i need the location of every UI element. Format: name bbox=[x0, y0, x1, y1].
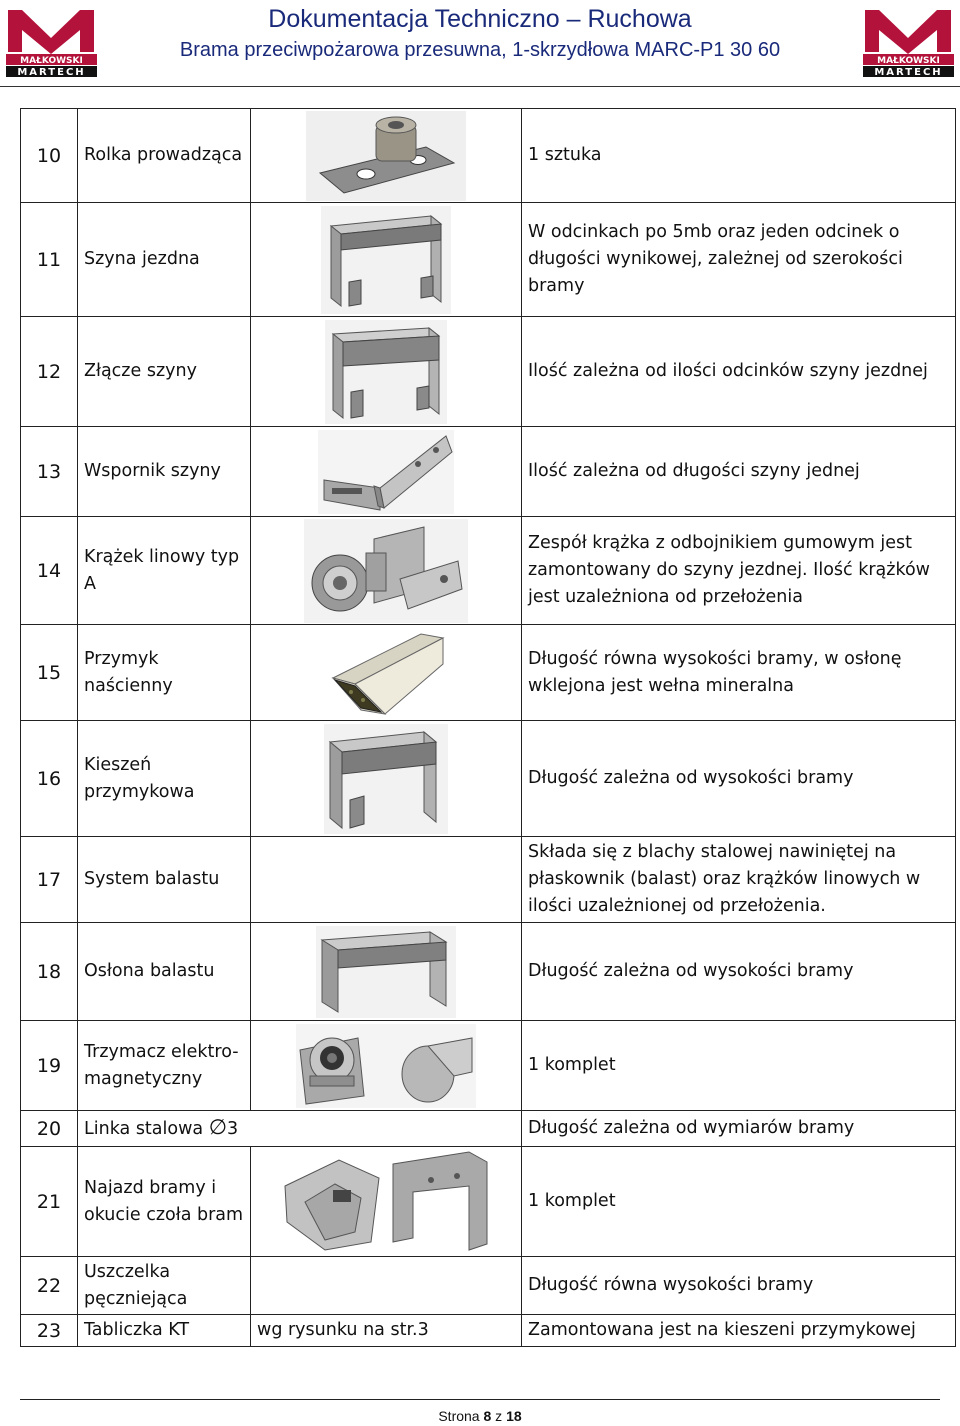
item-description: 1 komplet bbox=[522, 1021, 956, 1111]
item-name: Złącze szyny bbox=[78, 317, 251, 427]
table-row bbox=[21, 1021, 956, 1111]
rail-profile-image bbox=[321, 206, 451, 314]
closer-pocket-image bbox=[324, 724, 448, 834]
item-description: Składa się z blachy stalowej nawiniętej na płaskownik (balast) oraz krążków linowych w ilości uzależnionej od przełożenia. bbox=[522, 837, 956, 923]
item-image-cell bbox=[251, 203, 522, 317]
item-number: 13 bbox=[21, 427, 78, 517]
document-header bbox=[110, 4, 850, 64]
item-number: 22 bbox=[21, 1257, 78, 1315]
wall-closer-image bbox=[323, 628, 449, 718]
item-description: Zespół krążka z odbojnikiem gumowym jest zamontowany do szyny jezdnej. Ilość krążków jest uzależniona od przełożenia bbox=[522, 517, 956, 625]
item-number: 14 bbox=[21, 517, 78, 625]
item-number: 19 bbox=[21, 1021, 78, 1111]
item-name: Najazd bramy i okucie czoła bram bbox=[78, 1147, 251, 1257]
item-description: Zamontowana jest na kieszeni przymykowej bbox=[522, 1315, 956, 1347]
item-description: Długość równa wysokości bramy bbox=[522, 1257, 956, 1315]
item-name: Krążek linowy typ A bbox=[78, 517, 251, 625]
company-logo-left bbox=[4, 4, 99, 78]
item-number: 10 bbox=[21, 109, 78, 203]
item-description: Ilość zależna od ilości odcinków szyny jezdnej bbox=[522, 317, 956, 427]
page-number bbox=[0, 1408, 960, 1424]
item-description: Długość zależna od wymiarów bramy bbox=[522, 1111, 956, 1147]
ballast-cover-image bbox=[316, 926, 456, 1018]
item-number: 21 bbox=[21, 1147, 78, 1257]
guide-roller-image bbox=[306, 111, 466, 201]
company-logo-right bbox=[861, 4, 956, 78]
item-number: 11 bbox=[21, 203, 78, 317]
item-number: 15 bbox=[21, 625, 78, 721]
rail-connector-image bbox=[325, 320, 447, 424]
header-divider bbox=[0, 86, 960, 87]
item-image-cell bbox=[251, 427, 522, 517]
item-name: Rolka prowadząca bbox=[78, 109, 251, 203]
table-row bbox=[21, 1147, 956, 1257]
item-image-cell bbox=[251, 625, 522, 721]
pulley-image bbox=[304, 519, 468, 623]
item-number: 23 bbox=[21, 1315, 78, 1347]
table-row bbox=[21, 109, 956, 203]
item-name: Wspornik szyny bbox=[78, 427, 251, 517]
table-row bbox=[21, 317, 956, 427]
item-image-cell bbox=[251, 721, 522, 837]
item-number: 18 bbox=[21, 923, 78, 1021]
item-image-cell bbox=[251, 1257, 522, 1315]
parts-table bbox=[20, 108, 956, 1347]
table-row bbox=[21, 517, 956, 625]
item-name: System balastu bbox=[78, 837, 251, 923]
current-page: 8 bbox=[483, 1408, 492, 1424]
item-name: Uszczelka pęczniejąca bbox=[78, 1257, 251, 1315]
item-image-cell bbox=[251, 1021, 522, 1111]
document-title: Dokumentacja Techniczno – Ruchowa bbox=[268, 5, 692, 33]
item-name-text: Linka stalowa bbox=[84, 1119, 204, 1139]
item-description: 1 sztuka bbox=[522, 109, 956, 203]
table-row bbox=[21, 721, 956, 837]
table-row bbox=[21, 1315, 956, 1347]
item-description: Długość zależna od wysokości bramy bbox=[522, 923, 956, 1021]
table-row bbox=[21, 923, 956, 1021]
page-footer bbox=[0, 1386, 960, 1426]
item-reference: wg rysunku na str.3 bbox=[251, 1315, 522, 1347]
item-name: Kieszeń przymykowa bbox=[78, 721, 251, 837]
table-row bbox=[21, 203, 956, 317]
table-row bbox=[21, 427, 956, 517]
logo-text-bottom: MARTECH bbox=[17, 67, 86, 78]
document-subtitle: Brama przeciwpożarowa przesuwna, 1-skrzydłowa MARC-P1 30 60 bbox=[179, 39, 781, 61]
item-image-cell bbox=[251, 317, 522, 427]
item-name: Tabliczka KT bbox=[78, 1315, 251, 1347]
item-name bbox=[78, 1111, 522, 1147]
gate-ramp-image bbox=[281, 1150, 491, 1254]
logo-text-top: MAŁKOWSKI bbox=[877, 56, 940, 66]
item-description: 1 komplet bbox=[522, 1147, 956, 1257]
item-image-cell bbox=[251, 109, 522, 203]
item-number: 12 bbox=[21, 317, 78, 427]
page-label: Strona bbox=[438, 1408, 480, 1424]
electromagnet-image bbox=[296, 1024, 476, 1108]
item-name: Przymyk naścienny bbox=[78, 625, 251, 721]
rail-bracket-image bbox=[318, 430, 454, 514]
item-description: Ilość zależna od długości szyny jednej bbox=[522, 427, 956, 517]
diameter-symbol: ∅ bbox=[208, 1115, 227, 1139]
item-description: Długość zależna od wysokości bramy bbox=[522, 721, 956, 837]
item-image-cell bbox=[251, 837, 522, 923]
table-row bbox=[21, 625, 956, 721]
item-number: 17 bbox=[21, 837, 78, 923]
item-description: Długość równa wysokości bramy, w osłonę wklejona jest wełna mineralna bbox=[522, 625, 956, 721]
table-row bbox=[21, 1257, 956, 1315]
logo-text-top: MAŁKOWSKI bbox=[20, 56, 83, 66]
total-pages: 18 bbox=[506, 1408, 522, 1424]
item-image-cell bbox=[251, 923, 522, 1021]
table-row bbox=[21, 1111, 956, 1147]
item-name: Szyna jezdna bbox=[78, 203, 251, 317]
logo-text-bottom: MARTECH bbox=[874, 67, 943, 78]
item-number: 20 bbox=[21, 1111, 78, 1147]
item-name: Trzymacz elektro-magnetyczny bbox=[78, 1021, 251, 1111]
item-image-cell bbox=[251, 1147, 522, 1257]
footer-divider bbox=[20, 1399, 940, 1400]
page-separator: z bbox=[495, 1408, 503, 1424]
item-number: 16 bbox=[21, 721, 78, 837]
item-name: Osłona balastu bbox=[78, 923, 251, 1021]
diameter-value: 3 bbox=[227, 1119, 239, 1139]
item-description: W odcinkach po 5mb oraz jeden odcinek o długości wynikowej, zależnej od szerokości bramy bbox=[522, 203, 956, 317]
table-row bbox=[21, 837, 956, 923]
item-image-cell bbox=[251, 517, 522, 625]
